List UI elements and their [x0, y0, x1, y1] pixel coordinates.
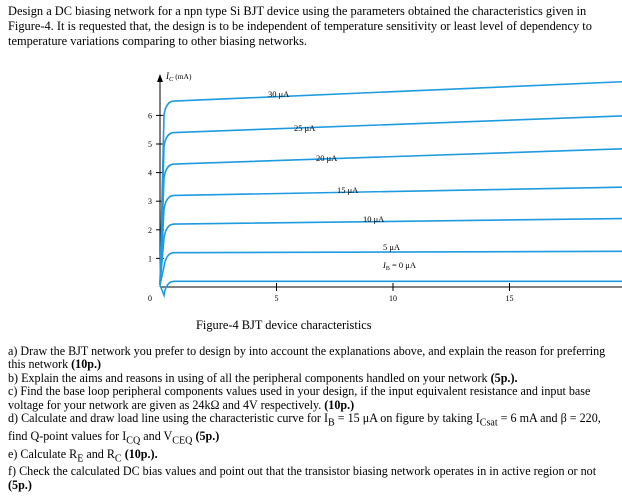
question-d: [8, 412, 616, 448]
question-list: [8, 345, 616, 492]
question-b-text: b) Explain the aims and reasons in using of all the peripheral components handled on your network: [8, 370, 491, 385]
question-f: [8, 465, 616, 492]
intro-text: Design a DC biasing network for a npn type Si BJT device using the parameters obtained the characteristics given in Figure-4. It is requested that, the design is to be independent of temperature sensitivity or least level of dependency to temperature variations comparing to other biasing networks.: [8, 4, 592, 48]
figure-caption: Figure-4 BJT device characteristics: [196, 318, 372, 332]
question-e-sub-rc: C: [114, 453, 122, 465]
question-b: [8, 372, 616, 385]
chart-ticks: [148, 111, 622, 303]
chart-axes: [157, 74, 622, 287]
curve-label-10a: 10 μA: [363, 214, 385, 224]
question-d-points: (5p.): [195, 428, 220, 443]
question-a-text: a) Draw the BJT network you prefer to design by into account the explanations above, and explain the reason for preferring this network: [8, 344, 606, 372]
question-a: [8, 345, 616, 372]
question-d-sub-ib: B: [328, 417, 335, 429]
question-d-sub-icq: CQ: [126, 435, 141, 447]
question-f-text: f) Check the calculated DC bias values and point out that the transistor biasing network operates in in active region or not: [8, 464, 597, 479]
question-d-text3: = 6 mA and β = 220, find Q-point values for I: [8, 411, 601, 443]
x-tick-label: 15: [505, 294, 514, 303]
question-c-text: c) Find the base loop peripheral components values used in your design, if the input equivalent resistance and input base voltage for your network are given as 24kΩ and 4V respectively.: [8, 384, 591, 412]
curve-label-15a: 15 μA: [337, 185, 359, 195]
curve-ib-30a: [160, 81, 622, 285]
question-d-sub-icsat: Csat: [479, 417, 498, 429]
x-tick-label: 10: [389, 294, 397, 303]
question-e-sub-re: E: [77, 453, 84, 465]
y-tick-label: 0: [148, 294, 152, 303]
y-axis-label: $I_C$ $^{(mA)}$: [166, 71, 192, 83]
question-e-text2: and R: [83, 446, 115, 461]
question-b-points: (5p.).: [490, 370, 518, 385]
curve-label-25a: 25 μA: [294, 123, 316, 133]
question-d-text4: and V: [140, 428, 173, 443]
curve-ib-15a: [160, 187, 622, 285]
x-tick-label: 5: [274, 294, 279, 303]
y-tick-label: 2: [148, 225, 152, 235]
curve-label-30a: 30 μA: [268, 89, 290, 99]
question-d-sub-vceq: CEQ: [172, 435, 193, 447]
question-e-points: (10p.).: [124, 446, 158, 461]
y-tick-label: 4: [148, 168, 152, 178]
question-e-text: e) Calculate R: [8, 446, 78, 461]
curve-label-20a: 20 μA: [316, 153, 338, 163]
question-f-points: (5p.): [8, 477, 32, 492]
question-a-points: (10p.): [71, 357, 102, 372]
y-tick-label: 6: [148, 111, 152, 121]
question-c-points: (10p.): [324, 397, 355, 412]
y-tick-label: 5: [148, 140, 152, 149]
question-e: [8, 448, 616, 466]
ib-zero-label: $I_B = 0$ μA: [383, 260, 416, 272]
y-tick-label: 1: [148, 254, 152, 264]
question-d-text2: = 15 μA on figure by taking I: [334, 411, 480, 426]
y-axis-arrow: [157, 74, 163, 82]
question-d-text: d) Calculate and draw load line using the characteristic curve for I: [8, 411, 329, 426]
question-c: [8, 385, 616, 412]
y-tick-label: 3: [148, 197, 152, 207]
curve-label-5a: 5 μA: [383, 242, 401, 252]
